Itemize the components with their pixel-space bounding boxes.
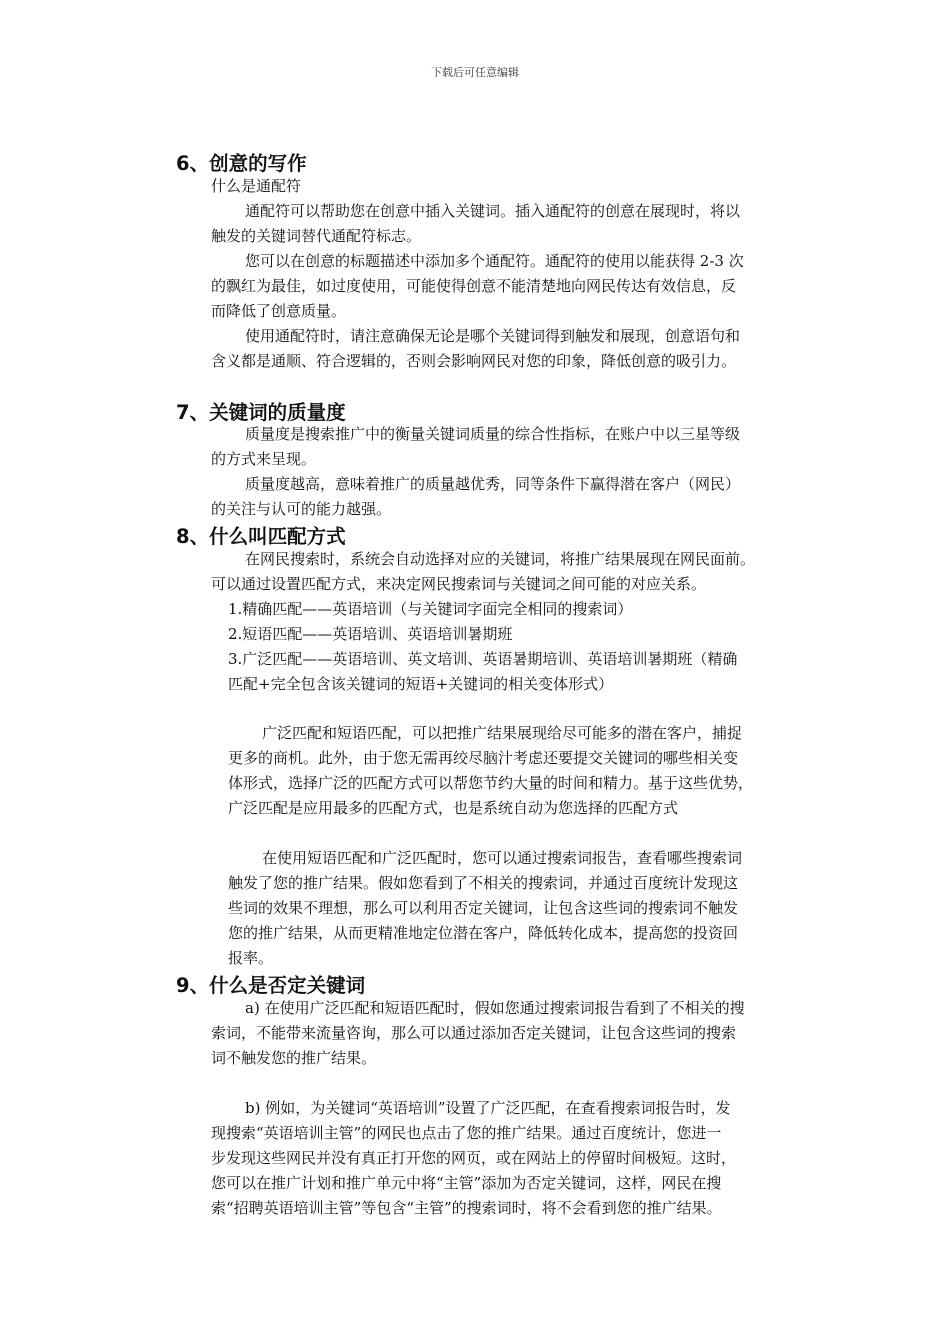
- text-line: 可以通过设置匹配方式，来决定网民搜索词与关键词之间可能的对应关系。: [211, 575, 707, 593]
- text-line: 广泛匹配是应用最多的匹配方式，也是系统自动为您选择的匹配方式: [228, 799, 679, 817]
- text-line: 的关注与认可的能力越强。: [211, 500, 392, 518]
- section-8-paragraph-1: [211, 547, 811, 597]
- text-line: 您可以在创意的标题描述中添加多个通配符。通配符的使用以能获得 2-3 次: [245, 252, 744, 270]
- section-9-paragraph-a: [211, 996, 811, 1071]
- text-line: 体形式，选择广泛的匹配方式可以帮您节约大量的时间和精力。基于这些优势，: [228, 774, 754, 792]
- section-8-paragraph-2: [228, 721, 753, 821]
- text-line: 您可以在推广计划和推广单元中将“主管”添加为否定关键词，这样，网民在搜: [211, 1174, 722, 1192]
- list-item: 匹配+完全包含该关键词的短语+关键词的相关变体形式）: [228, 675, 614, 693]
- text-line: 的飘红为最佳，如过度使用，可能使得创意不能清楚地向网民传达有效信息，反: [211, 277, 737, 295]
- text-line: 含义都是通顺、符合逻辑的，否则会影响网民对您的印象，降低创意的吸引力。: [211, 352, 737, 370]
- text-line: 您的推广结果，从而更精准地定位潜在客户，降低转化成本，提高您的投资回: [228, 924, 739, 942]
- text-line: 而降低了创意质量。: [211, 302, 347, 320]
- list-item: 1.精确匹配——英语培训（与关键词字面完全相同的搜索词）: [228, 600, 633, 618]
- text-line: 在使用短语匹配和广泛匹配时，您可以通过搜索词报告，查看哪些搜索词: [262, 849, 743, 867]
- section-6-subtitle: 什么是通配符: [211, 177, 302, 195]
- section-7-title: 7、关键词的质量度: [176, 401, 346, 424]
- list-item: 2.短语匹配——英语培训、英语培训暑期班: [228, 625, 513, 643]
- section-6-paragraph-3: [211, 324, 811, 374]
- text-line: 广泛匹配和短语匹配，可以把推广结果展现给尽可能多的潜在客户，捕捉: [262, 724, 743, 742]
- section-7-paragraph-2: [211, 472, 811, 522]
- list-item: 3.广泛匹配——英语培训、英文培训、英语暑期培训、英语培训暑期班（精确: [228, 650, 738, 668]
- text-line: 的方式来呈现。: [211, 450, 317, 468]
- text-line: 报率。: [228, 949, 274, 967]
- text-line: b) 例如，为关键词“英语培训”设置了广泛匹配，在查看搜索词报告时，发: [245, 1099, 731, 1117]
- text-line: 些词的效果不理想，那么可以利用否定关键词，让包含这些词的搜索词不触发: [228, 899, 739, 917]
- text-line: 现搜索“英语培训主管”的网民也点击了您的推广结果。通过百度统计，您进一: [211, 1124, 722, 1142]
- text-line: 质量度是搜索推广中的衡量关键词质量的综合性指标，在账户中以三星等级: [245, 425, 741, 443]
- text-line: 通配符可以帮助您在创意中插入关键词。插入通配符的创意在展现时，将以: [245, 202, 741, 220]
- text-line: a) 在使用广泛匹配和短语匹配时，假如您通过搜索词报告看到了不相关的搜: [245, 999, 745, 1017]
- text-line: 触发了您的推广结果。假如您看到了不相关的搜索词，并通过百度统计发现这: [228, 874, 739, 892]
- text-line: 质量度越高，意味着推广的质量越优秀，同等条件下赢得潜在客户（网民）: [245, 475, 741, 493]
- text-line: 索“招聘英语培训主管”等包含“主管”的搜索词时，将不会看到您的推广结果。: [211, 1199, 722, 1217]
- text-line: 词不触发您的推广结果。: [211, 1049, 377, 1067]
- text-line: 使用通配符时，请注意确保无论是哪个关键词得到触发和展现，创意语句和: [245, 327, 741, 345]
- section-6-title: 6、创意的写作: [176, 152, 307, 175]
- section-8-paragraph-3: [228, 846, 742, 971]
- section-6-paragraph-1: [211, 199, 811, 249]
- text-line: 在网民搜索时，系统会自动选择对应的关键词，将推广结果展现在网民面前。: [245, 550, 756, 568]
- section-9-title: 9、什么是否定关键词: [176, 974, 366, 997]
- text-line: 索词，不能带来流量咨询，那么可以通过添加否定关键词，让包含这些词的搜索: [211, 1024, 737, 1042]
- section-8-title: 8、什么叫匹配方式: [176, 525, 346, 548]
- text-line: 更多的商机。此外，由于您无需再绞尽脑汁考虑还要提交关键词的哪些相关变: [228, 749, 739, 767]
- text-line: 步发现这些网民并没有真正打开您的网页，或在网站上的停留时间极短。这时，: [211, 1149, 737, 1167]
- text-line: 触发的关键词替代通配符标志。: [211, 227, 422, 245]
- page-header: 下载后可任意编辑: [431, 66, 519, 79]
- section-7-paragraph-1: [211, 422, 811, 472]
- section-6-paragraph-2: [211, 249, 811, 324]
- section-9-paragraph-b: [211, 1096, 811, 1221]
- match-type-list: [228, 597, 737, 697]
